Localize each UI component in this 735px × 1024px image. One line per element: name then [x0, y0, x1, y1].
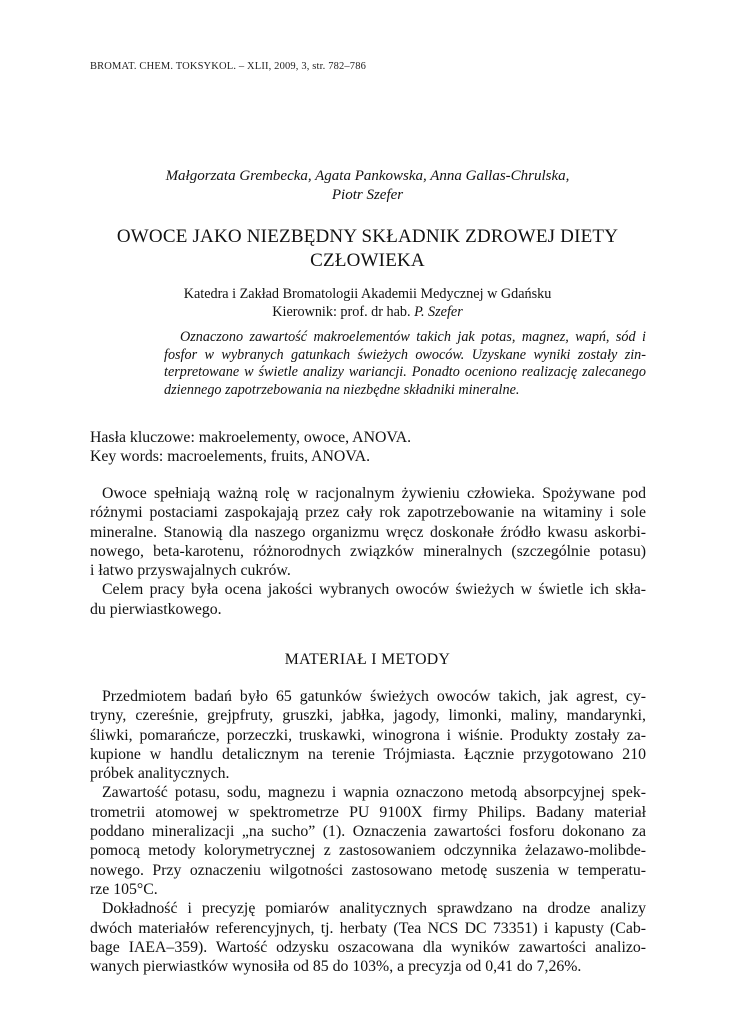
introduction-section [90, 484, 646, 619]
paragraph-line: Dokładność i precyzję pomiarów analitycznych sprawdzano na drodze analizy [102, 900, 646, 918]
paragraph-line: próbek analitycznych. [90, 765, 230, 783]
head-label: Kierownik: prof. dr hab. [272, 304, 411, 320]
journal-citation: BROMAT. CHEM. TOKSYKOL. – XLII, 2009, 3, str. 782–786 [90, 61, 367, 72]
paragraph-line: pomocą metody kolorymetrycznej z zastosowaniem odczynnika żelazawo-molibde- [90, 842, 646, 860]
department: Katedra i Zakład Bromatologii Akademii Medycznej w Gdańsku [183, 286, 552, 302]
paragraph-line: Przedmiotem badań było 65 gatunków świeżych owoców takich, jak agrest, cy- [102, 688, 646, 705]
paragraph-line: rze 105°C. [90, 880, 158, 898]
department-head [0, 303, 735, 321]
affiliation [0, 285, 735, 321]
article-title [0, 225, 735, 273]
paragraph-line: śliwki, pomarańcze, porzeczki, truskawki, winogrona i wiśnie. Produkty zostały za- [90, 726, 646, 744]
paragraph-line: Owoce spełniają ważną rolę w racjonalnym żywieniu człowieka. Spożywane pod [102, 485, 646, 502]
author-list [0, 167, 735, 205]
paragraph-line: mineralne. Stanowią dla naszego organizmu wręcz doskonałe źródło kwasu askorbi- [90, 523, 646, 541]
head-name: P. Szefer [414, 304, 463, 320]
methods-section [90, 687, 646, 976]
paragraph-line: tryny, czereśnie, grejpfruty, gruszki, jabłka, jagody, limonki, maliny, mandarynki, [90, 707, 646, 725]
paragraph-line: nowego, beta-karotenu, różnorodnych związków mineralnych (szczególnie potasu) [90, 542, 646, 560]
author-line: Piotr Szefer [331, 187, 404, 203]
paragraph-line: różnymi postaciami zaspokajają przez cały rok zapotrzebowanie na witaminy i sole [90, 504, 646, 522]
paragraph-line: poddano mineralizacji „na sucho” (1). Oznaczenia zawartości fosforu dokonano za [90, 823, 646, 841]
keywords-polish: Hasła kluczowe: makroelementy, owoce, ANOVA. [90, 429, 412, 446]
title-line: OWOCE JAKO NIEZBĘDNY SKŁADNIK ZDROWEJ DIETY [116, 226, 619, 247]
paragraph-line: trometrii atomowej w spektrometrze PU 9100X firmy Philips. Badany materiał [90, 803, 646, 821]
author-line: Małgorzata Grembecka, Agata Pankowska, Anna Gallas-Chrulska, [165, 168, 570, 184]
paragraph-line: dwóch materiałów referencyjnych, tj. herbaty (Tea NCS DC 73351) i kapusty (Cab- [90, 919, 646, 937]
title-line: CZŁOWIEKA [310, 250, 425, 271]
section-heading: MATERIAŁ I METODY [284, 651, 451, 668]
paragraph-line: nowego. Przy oznaczeniu wilgotności zastosowano metodę suszenia w temperatu- [90, 861, 646, 879]
paragraph-line: wanych pierwiastków wynosiła od 85 do 103%, a precyzja od 0,41 do 7,26%. [90, 958, 582, 976]
paragraph-line: Celem pracy była ocena jakości wybranych owoców świeżych w świetle ich skła- [102, 581, 646, 599]
paragraph-line: Zawartość potasu, sodu, magnezu i wapnia oznaczono metodą absorpcyjnej spek- [102, 784, 646, 802]
paragraph-line: kupione w handlu detalicznym na terenie Trójmiasta. Łącznie przygotowano 210 [90, 745, 646, 763]
paragraph-line: i łatwo przyswajalnych cukrów. [90, 562, 291, 580]
keywords-english: Key words: macroelements, fruits, ANOVA. [90, 448, 371, 465]
paragraph-line: bage IAEA–359). Wartość odzysku oszacowana dla wyników zawartości analizo- [90, 938, 646, 956]
paragraph-line: du pierwiastkowego. [90, 600, 222, 618]
abstract: Oznaczono zawartość makroelementów takich jak potas, magnez, wapń, sód i fosfor w wybranych gatunkach świeżych owoców. Uzyskane wyniki zostały zinterpretowane w świetle analizy wariancji. Ponadto oceniono realizację zalecanego dziennego zapotrzebowania na niezbędne składniki mineralne. [164, 329, 646, 398]
keywords [90, 428, 650, 466]
